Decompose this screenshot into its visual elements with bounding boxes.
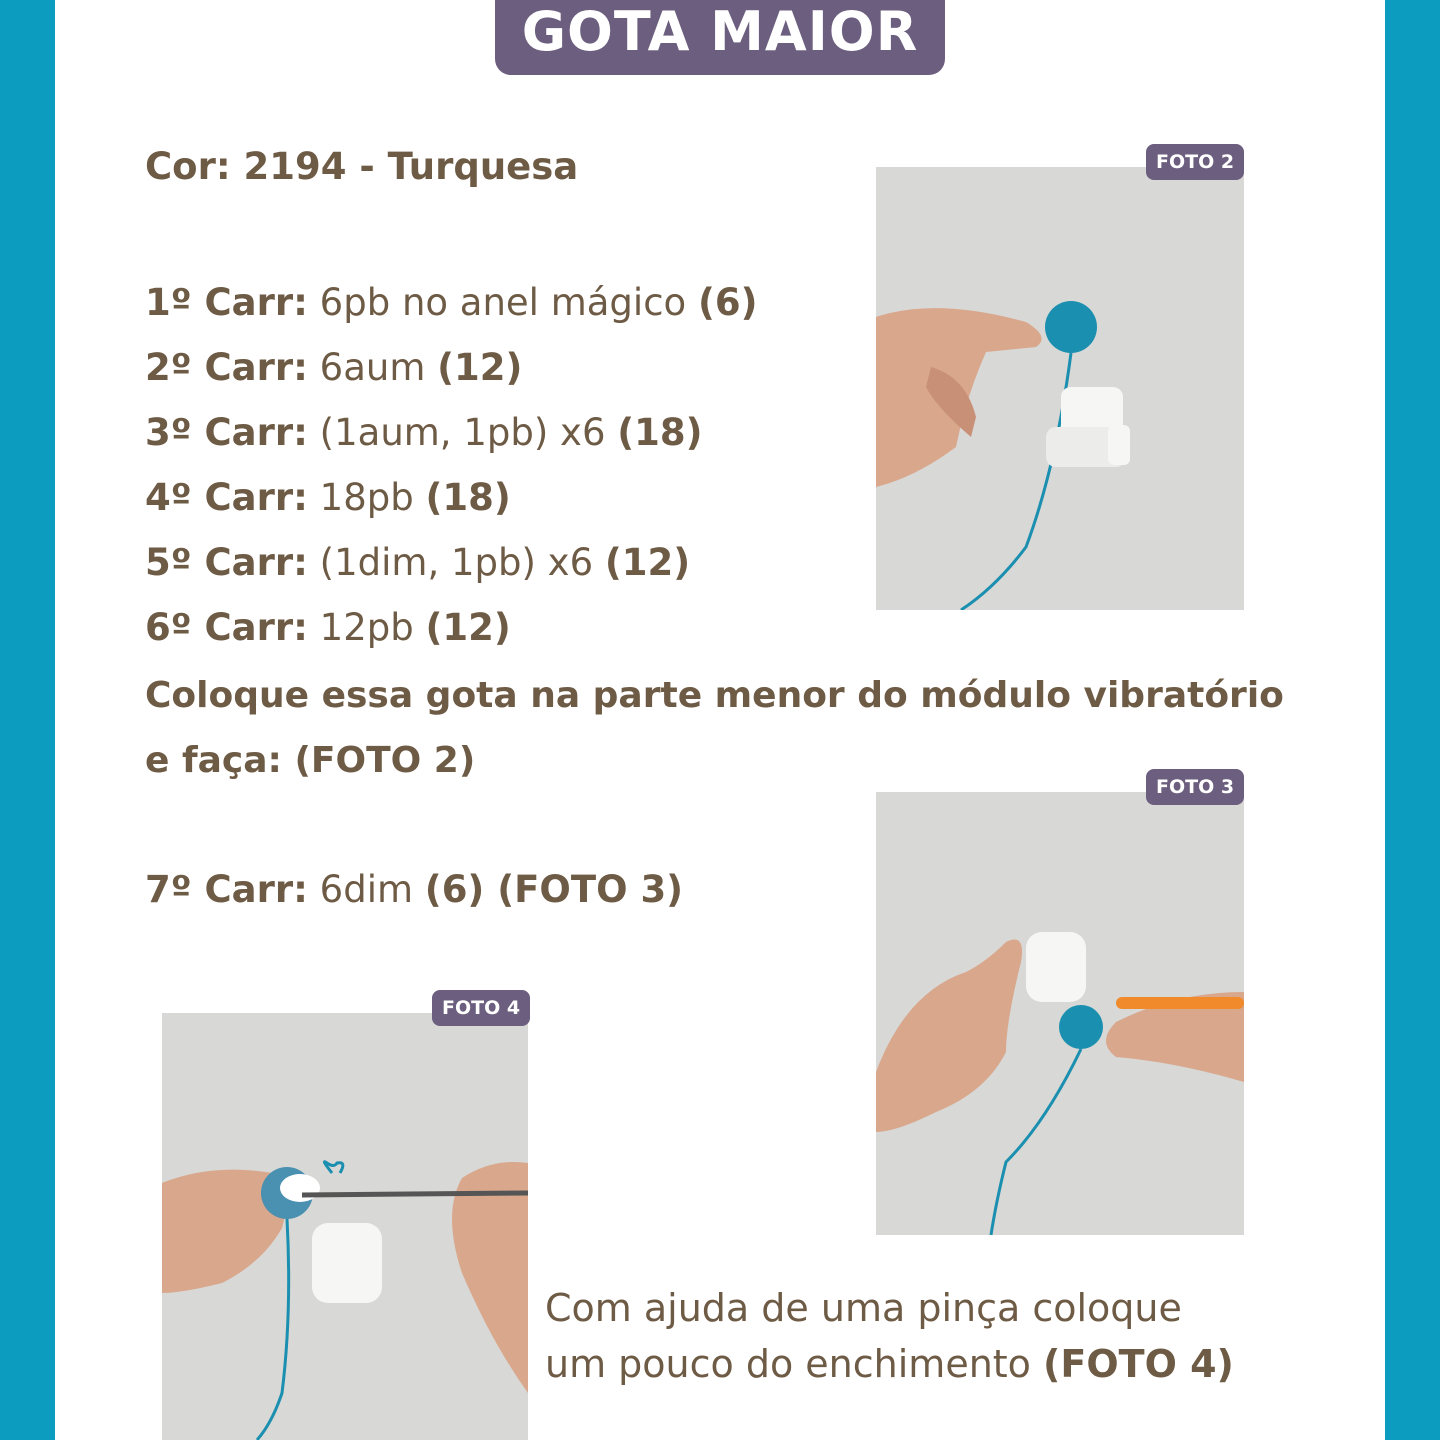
foto-2-tag: FOTO 2 xyxy=(1146,144,1244,180)
round-3 xyxy=(145,403,703,463)
round-text: 12pb xyxy=(307,606,426,649)
round-7 xyxy=(145,860,683,920)
round-text: 6aum xyxy=(307,346,438,389)
round-label: 2º Carr: xyxy=(145,346,308,389)
round-label: 1º Carr: xyxy=(145,281,308,324)
final-note xyxy=(545,1280,1234,1392)
photo-foto-3 xyxy=(876,792,1244,1235)
round-count: (18) xyxy=(425,476,511,519)
round-text: 18pb xyxy=(307,476,426,519)
round-label: 4º Carr: xyxy=(145,476,308,519)
photo-foto-2 xyxy=(876,167,1244,610)
round-count: (6) (FOTO 3) xyxy=(424,868,684,911)
round-count: (12) xyxy=(425,606,511,649)
round-count: (6) xyxy=(697,281,758,324)
round-count: (12) xyxy=(437,346,523,389)
round-5 xyxy=(145,533,690,593)
round-label: 7º Carr: xyxy=(145,868,308,911)
round-2 xyxy=(145,338,522,398)
foto-3-tag: FOTO 3 xyxy=(1146,769,1244,805)
photo-hook-crochet-icon xyxy=(876,792,1244,1235)
photo-tweezers-stuffing-icon xyxy=(162,1013,528,1440)
final-note-line-2 xyxy=(545,1336,1234,1392)
foto-4-tag: FOTO 4 xyxy=(432,990,530,1026)
photo-hand-yarn-ball-icon xyxy=(876,167,1244,610)
color-line: Cor: 2194 - Turquesa xyxy=(145,145,579,188)
round-text: (1dim, 1pb) x6 xyxy=(307,541,605,584)
final-note-bold: (FOTO 4) xyxy=(1043,1342,1234,1386)
round-label: 3º Carr: xyxy=(145,411,308,454)
round-count: (12) xyxy=(604,541,691,584)
round-label: 6º Carr: xyxy=(145,606,308,649)
round-count: (18) xyxy=(617,411,703,454)
round-text: 6pb no anel mágico xyxy=(307,281,698,324)
round-1 xyxy=(145,273,758,333)
round-label: 5º Carr: xyxy=(145,541,308,584)
instruction-line-1: Coloque essa gota na parte menor do módulo vibratório xyxy=(145,675,1284,716)
round-6 xyxy=(145,598,511,658)
round-4 xyxy=(145,468,511,528)
photo-foto-4 xyxy=(162,1013,528,1440)
final-note-text: um pouco do enchimento xyxy=(545,1342,1044,1386)
round-text: (1aum, 1pb) x6 xyxy=(307,411,618,454)
page-title: GOTA MAIOR xyxy=(495,0,945,75)
instruction-line-2: e faça: (FOTO 2) xyxy=(145,740,476,781)
final-note-line-1: Com ajuda de uma pinça coloque xyxy=(545,1286,1182,1330)
round-text: 6dim xyxy=(307,868,425,911)
